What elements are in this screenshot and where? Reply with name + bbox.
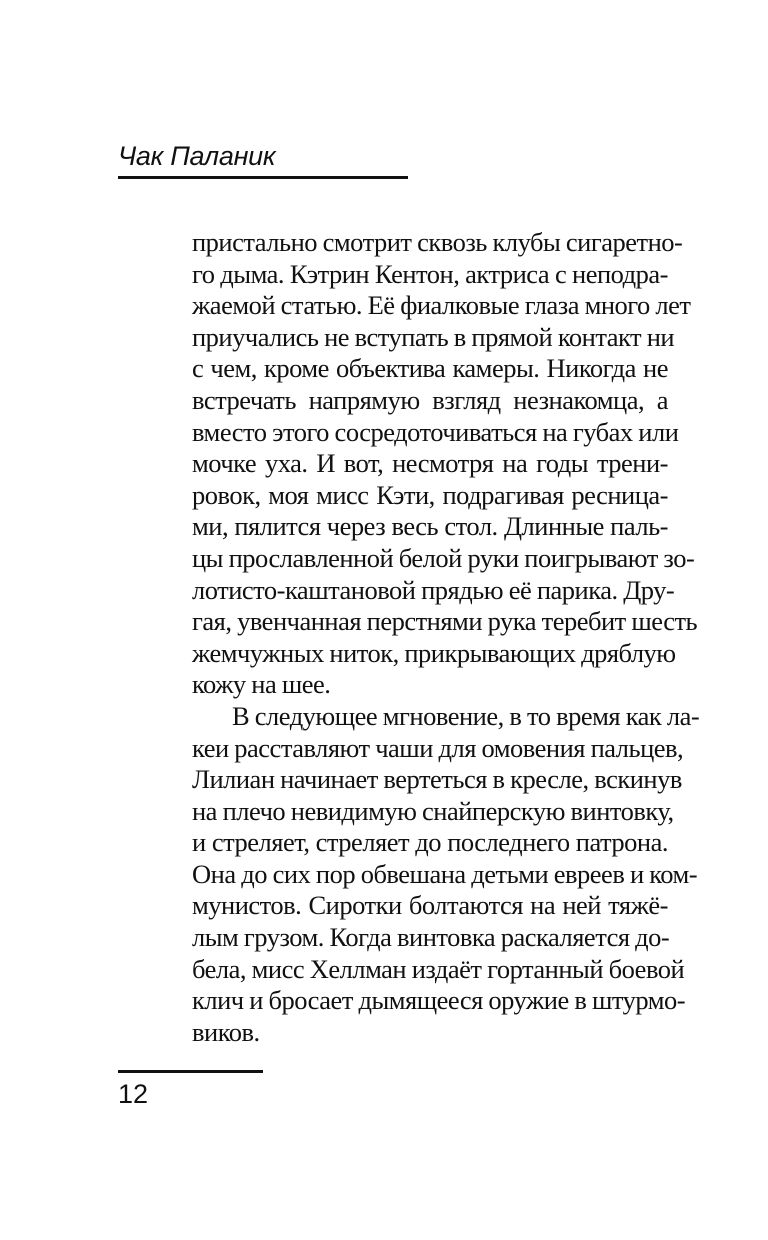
text-line: го дыма. Кэтрин Кентон, актриса с неподра- (192, 258, 668, 289)
body-text (192, 227, 700, 1048)
paragraph (192, 227, 698, 701)
text-line: пристально смотрит сквозь клубы сигаретно- (192, 227, 683, 257)
text-line: мунистов. Сиротки болтаются на ней тяжё- (192, 890, 668, 921)
paragraph (192, 700, 700, 1049)
text-line: В следующее мгновение, в то время как ла- (232, 700, 700, 731)
text-line: лотисто-каштановой прядью её парика. Дру- (192, 574, 675, 605)
text-line: с чем, кроме объектива камеры. Никогда не (192, 353, 668, 384)
page-number: 12 (118, 1079, 149, 1109)
text-line: лым грузом. Когда винтовка раскаляется до- (192, 922, 670, 953)
text-line: приучались не вступать в прямой контакт ни (192, 321, 675, 352)
running-head-rule (118, 176, 408, 179)
text-line: кожу на шее. (192, 669, 331, 700)
text-line: жаемой статью. Её фиалковые глаза много лет (192, 290, 691, 321)
text-line: виков. (192, 1016, 260, 1047)
text-line: гая, увенчанная перстнями рука теребит шесть (192, 606, 698, 637)
text-line: и стреляет, стреляет до последнего патрона. (192, 827, 668, 858)
text-line: Она до сих пор обвешана детьми евреев и ком- (192, 858, 698, 889)
text-line: бела, мисс Хеллман издаёт гортанный боевой (192, 953, 685, 984)
text-line: жемчужных ниток, прикрывающих дряблую (192, 637, 676, 668)
text-line: клич и бросает дымящееся оружие в штурмо- (192, 985, 686, 1016)
footer-rule (118, 1070, 263, 1073)
running-head: Чак Паланик (118, 141, 276, 171)
text-line: кеи расставляют чаши для омовения пальцев, (192, 732, 684, 763)
text-line: ми, пялится через весь стол. Длинные паль- (192, 511, 668, 542)
text-line: ровок, моя мисс Кэти, подрагивая ресница- (192, 479, 668, 510)
text-line: на плечо невидимую снайперскую винтовку, (192, 795, 674, 826)
text-line: цы прославленной белой руки поигрывают зо- (192, 542, 695, 573)
text-line: Лилиан начинает вертеться в кресле, вскинув (192, 764, 682, 795)
text-line: вместо этого сосредоточиваться на губах или (192, 416, 679, 447)
text-line: мочке уха. И вот, несмотря на годы трени- (192, 448, 668, 479)
text-line: встречать напрямую взгляд незнакомца, а (192, 384, 668, 415)
